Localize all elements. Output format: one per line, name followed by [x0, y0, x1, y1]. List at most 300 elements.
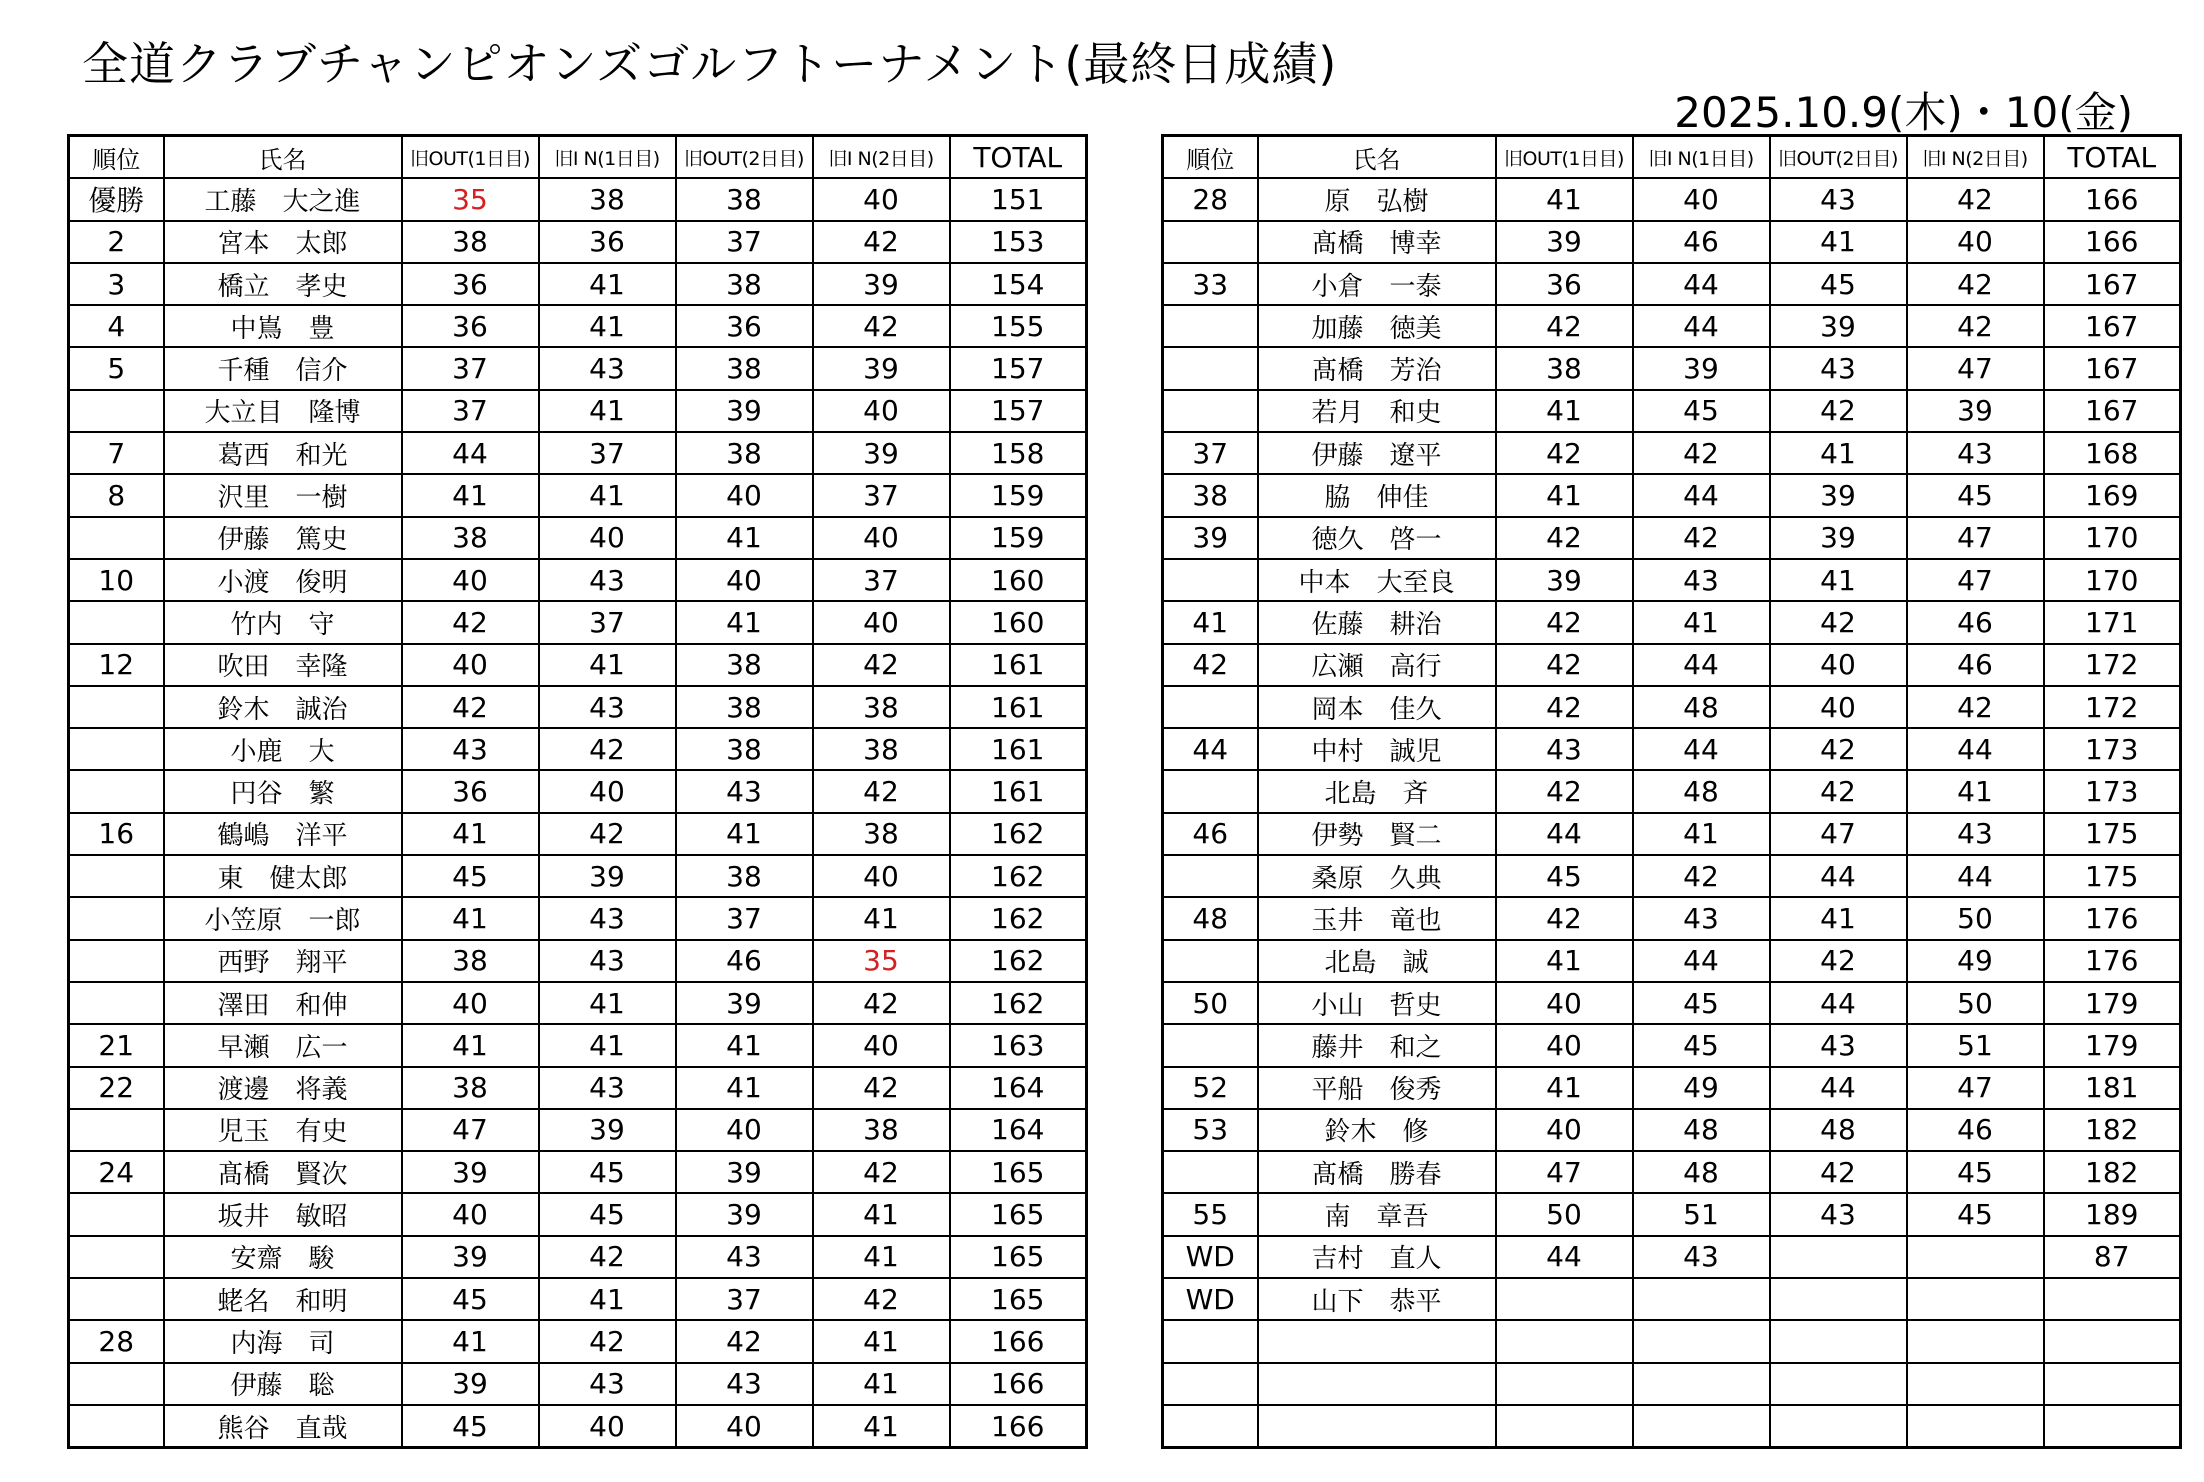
- header-rank: 順位: [69, 136, 164, 179]
- out-day1-cell: 42: [1496, 686, 1633, 728]
- out-day1-cell: 41: [402, 813, 539, 855]
- total-cell: [2044, 1363, 2181, 1405]
- out-day1-cell: 40: [1496, 1024, 1633, 1066]
- out-day1-cell: 38: [402, 940, 539, 982]
- in-day1-cell: 39: [1633, 347, 1770, 389]
- total-cell: 164: [950, 1067, 1087, 1109]
- table-row: [69, 1405, 1087, 1448]
- out-day2-cell: 39: [1770, 517, 1907, 559]
- out-day2-cell: 40: [1770, 644, 1907, 686]
- out-day2-cell: 38: [676, 855, 813, 897]
- in-day1-cell: 41: [539, 263, 676, 305]
- rank-cell: 53: [1163, 1109, 1258, 1151]
- table-row: [69, 1320, 1087, 1362]
- out-day2-cell: 39: [676, 982, 813, 1024]
- out-day1-cell: [1496, 1320, 1633, 1362]
- in-day1-cell: 43: [539, 940, 676, 982]
- total-cell: 162: [950, 813, 1087, 855]
- table-row: [1163, 1405, 2181, 1448]
- total-cell: 162: [950, 855, 1087, 897]
- out-day1-cell: 43: [1496, 728, 1633, 770]
- header-total: TOTAL: [2044, 136, 2181, 179]
- player-name-cell: [1258, 1405, 1496, 1448]
- in-day2-cell: 49: [1907, 940, 2044, 982]
- total-cell: [2044, 1405, 2181, 1448]
- out-day1-cell: 36: [402, 263, 539, 305]
- in-day1-cell: 44: [1633, 263, 1770, 305]
- in-day2-cell: 41: [813, 1363, 950, 1405]
- player-name-cell: 沢里 一樹: [164, 474, 402, 516]
- out-day1-cell: 39: [402, 1236, 539, 1278]
- player-name-cell: 葛西 和光: [164, 432, 402, 474]
- in-day2-cell: 40: [813, 517, 950, 559]
- rank-cell: [1163, 347, 1258, 389]
- table-row: [1163, 897, 2181, 939]
- in-day2-cell: 35: [813, 940, 950, 982]
- in-day2-cell: 47: [1907, 347, 2044, 389]
- in-day2-cell: 38: [813, 728, 950, 770]
- out-day2-cell: 41: [676, 1024, 813, 1066]
- table-row: [69, 559, 1087, 601]
- out-day2-cell: [1770, 1278, 1907, 1320]
- table-row: [69, 1236, 1087, 1278]
- rank-cell: [69, 982, 164, 1024]
- out-day1-cell: 43: [402, 728, 539, 770]
- header-out-day2: 旧OUT(2日目): [676, 136, 813, 179]
- player-name-cell: 鈴木 誠治: [164, 686, 402, 728]
- out-day2-cell: 41: [1770, 221, 1907, 263]
- table-row: [69, 644, 1087, 686]
- out-day2-cell: 37: [676, 897, 813, 939]
- table-row: [1163, 1363, 2181, 1405]
- rank-cell: 52: [1163, 1067, 1258, 1109]
- in-day2-cell: 40: [813, 601, 950, 643]
- total-cell: 172: [2044, 644, 2181, 686]
- table-row: [1163, 1067, 2181, 1109]
- out-day2-cell: 41: [676, 517, 813, 559]
- player-name-cell: 小倉 一泰: [1258, 263, 1496, 305]
- player-name-cell: 鶴嶋 洋平: [164, 813, 402, 855]
- out-day1-cell: 41: [1496, 474, 1633, 516]
- in-day2-cell: 38: [813, 813, 950, 855]
- in-day1-cell: 43: [539, 1363, 676, 1405]
- rank-cell: 8: [69, 474, 164, 516]
- out-day1-cell: 36: [402, 770, 539, 812]
- out-day1-cell: [1496, 1405, 1633, 1448]
- in-day2-cell: 42: [1907, 178, 2044, 220]
- rank-cell: 2: [69, 221, 164, 263]
- rank-cell: 41: [1163, 601, 1258, 643]
- table-row: [1163, 686, 2181, 728]
- table-row: [69, 686, 1087, 728]
- out-day1-cell: 40: [1496, 982, 1633, 1024]
- out-day2-cell: [1770, 1405, 1907, 1448]
- out-day1-cell: 42: [1496, 432, 1633, 474]
- out-day2-cell: 41: [676, 601, 813, 643]
- total-cell: 162: [950, 982, 1087, 1024]
- out-day1-cell: 39: [1496, 559, 1633, 601]
- in-day1-cell: 37: [539, 601, 676, 643]
- out-day1-cell: 41: [402, 1320, 539, 1362]
- out-day2-cell: 36: [676, 305, 813, 347]
- player-name-cell: 伊藤 遼平: [1258, 432, 1496, 474]
- out-day2-cell: 39: [676, 1193, 813, 1235]
- rank-cell: 21: [69, 1024, 164, 1066]
- header-in-day1: 旧I N(1日目): [1633, 136, 1770, 179]
- total-cell: 166: [950, 1320, 1087, 1362]
- in-day1-cell: 42: [539, 1236, 676, 1278]
- total-cell: 170: [2044, 559, 2181, 601]
- in-day2-cell: 40: [1907, 221, 2044, 263]
- total-cell: 172: [2044, 686, 2181, 728]
- table-row: [1163, 728, 2181, 770]
- in-day2-cell: [1907, 1278, 2044, 1320]
- in-day2-cell: 42: [1907, 686, 2044, 728]
- table-row: [69, 263, 1087, 305]
- player-name-cell: 小鹿 大: [164, 728, 402, 770]
- total-cell: 173: [2044, 728, 2181, 770]
- in-day2-cell: 39: [1907, 390, 2044, 432]
- table-row: [1163, 644, 2181, 686]
- rank-cell: 50: [1163, 982, 1258, 1024]
- rank-cell: [1163, 305, 1258, 347]
- in-day2-cell: 41: [813, 1193, 950, 1235]
- out-day2-cell: 41: [1770, 432, 1907, 474]
- out-day2-cell: 39: [1770, 305, 1907, 347]
- in-day1-cell: 41: [539, 305, 676, 347]
- in-day1-cell: [1633, 1363, 1770, 1405]
- player-name-cell: 南 章吾: [1258, 1193, 1496, 1235]
- in-day2-cell: 43: [1907, 432, 2044, 474]
- total-cell: 166: [2044, 221, 2181, 263]
- in-day1-cell: 36: [539, 221, 676, 263]
- player-name-cell: 髙橋 賢次: [164, 1151, 402, 1193]
- out-day2-cell: 40: [676, 559, 813, 601]
- header-name: 氏名: [164, 136, 402, 179]
- out-day1-cell: 37: [402, 390, 539, 432]
- table-row: [69, 813, 1087, 855]
- out-day1-cell: 45: [1496, 855, 1633, 897]
- total-cell: [2044, 1320, 2181, 1362]
- in-day2-cell: 44: [1907, 855, 2044, 897]
- total-cell: 167: [2044, 347, 2181, 389]
- out-day1-cell: 42: [1496, 770, 1633, 812]
- out-day1-cell: 42: [1496, 644, 1633, 686]
- total-cell: 153: [950, 221, 1087, 263]
- in-day2-cell: 38: [813, 686, 950, 728]
- total-cell: 87: [2044, 1236, 2181, 1278]
- player-name-cell: 大立目 隆博: [164, 390, 402, 432]
- in-day2-cell: 39: [813, 347, 950, 389]
- rank-cell: WD: [1163, 1236, 1258, 1278]
- in-day1-cell: 40: [539, 517, 676, 559]
- header-out-day1: 旧OUT(1日目): [402, 136, 539, 179]
- table-row: [69, 601, 1087, 643]
- out-day1-cell: 45: [402, 855, 539, 897]
- out-day1-cell: 44: [402, 432, 539, 474]
- rank-cell: [69, 517, 164, 559]
- rank-cell: 優勝: [69, 178, 164, 220]
- in-day1-cell: 45: [539, 1151, 676, 1193]
- total-cell: 164: [950, 1109, 1087, 1151]
- player-name-cell: [1258, 1320, 1496, 1362]
- out-day2-cell: 44: [1770, 1067, 1907, 1109]
- in-day2-cell: 42: [813, 221, 950, 263]
- out-day2-cell: 39: [676, 390, 813, 432]
- total-cell: 157: [950, 347, 1087, 389]
- page-title: 全道クラブチャンピオンズゴルフトーナメント(最終日成績): [82, 37, 1338, 91]
- out-day2-cell: [1770, 1236, 1907, 1278]
- in-day1-cell: 42: [539, 728, 676, 770]
- out-day1-cell: 36: [1496, 263, 1633, 305]
- in-day1-cell: 38: [539, 178, 676, 220]
- out-day1-cell: 42: [1496, 517, 1633, 559]
- in-day2-cell: 42: [813, 1067, 950, 1109]
- player-name-cell: 平船 俊秀: [1258, 1067, 1496, 1109]
- table-row: [1163, 1236, 2181, 1278]
- out-day2-cell: 43: [1770, 178, 1907, 220]
- player-name-cell: 安齋 駿: [164, 1236, 402, 1278]
- total-cell: 165: [950, 1193, 1087, 1235]
- in-day2-cell: 40: [813, 1024, 950, 1066]
- out-day1-cell: 35: [402, 178, 539, 220]
- in-day2-cell: [1907, 1363, 2044, 1405]
- total-cell: 154: [950, 263, 1087, 305]
- table-row: [1163, 855, 2181, 897]
- total-cell: 162: [950, 940, 1087, 982]
- table-row: [69, 432, 1087, 474]
- rank-cell: 46: [1163, 813, 1258, 855]
- table-row: [1163, 770, 2181, 812]
- in-day1-cell: 39: [539, 1109, 676, 1151]
- out-day1-cell: 41: [1496, 390, 1633, 432]
- player-name-cell: 千種 信介: [164, 347, 402, 389]
- in-day1-cell: 51: [1633, 1193, 1770, 1235]
- out-day1-cell: 38: [1496, 347, 1633, 389]
- table-row: [69, 1109, 1087, 1151]
- out-day2-cell: 41: [676, 813, 813, 855]
- total-cell: 179: [2044, 982, 2181, 1024]
- in-day2-cell: 45: [1907, 1193, 2044, 1235]
- out-day2-cell: 38: [676, 347, 813, 389]
- rank-cell: [1163, 686, 1258, 728]
- in-day2-cell: 46: [1907, 1109, 2044, 1151]
- rank-cell: 37: [1163, 432, 1258, 474]
- player-name-cell: 原 弘樹: [1258, 178, 1496, 220]
- out-day2-cell: 37: [676, 221, 813, 263]
- table-row: [1163, 1151, 2181, 1193]
- in-day1-cell: 41: [539, 390, 676, 432]
- in-day2-cell: 46: [1907, 644, 2044, 686]
- out-day1-cell: 44: [1496, 813, 1633, 855]
- in-day1-cell: 41: [1633, 601, 1770, 643]
- in-day1-cell: 37: [539, 432, 676, 474]
- rank-cell: 24: [69, 1151, 164, 1193]
- in-day1-cell: 41: [539, 474, 676, 516]
- in-day2-cell: 41: [813, 897, 950, 939]
- in-day1-cell: 49: [1633, 1067, 1770, 1109]
- total-cell: 166: [950, 1405, 1087, 1448]
- in-day1-cell: [1633, 1405, 1770, 1448]
- in-day1-cell: 41: [539, 644, 676, 686]
- table-row: [1163, 1320, 2181, 1362]
- rank-cell: [69, 770, 164, 812]
- rank-cell: [69, 1193, 164, 1235]
- in-day1-cell: 48: [1633, 1109, 1770, 1151]
- rank-cell: 3: [69, 263, 164, 305]
- out-day1-cell: 41: [1496, 940, 1633, 982]
- table-row: [69, 897, 1087, 939]
- in-day2-cell: 40: [813, 390, 950, 432]
- table-row: [69, 517, 1087, 559]
- table-row: [1163, 474, 2181, 516]
- header-row: [69, 136, 1087, 179]
- in-day1-cell: 43: [539, 347, 676, 389]
- in-day2-cell: 45: [1907, 474, 2044, 516]
- player-name-cell: 工藤 大之進: [164, 178, 402, 220]
- rank-cell: WD: [1163, 1278, 1258, 1320]
- out-day2-cell: 42: [1770, 1151, 1907, 1193]
- table-row: [69, 1278, 1087, 1320]
- total-cell: 161: [950, 644, 1087, 686]
- out-day2-cell: 40: [676, 474, 813, 516]
- out-day2-cell: 38: [676, 644, 813, 686]
- header-out-day1: 旧OUT(1日目): [1496, 136, 1633, 179]
- player-name-cell: 伊勢 賢二: [1258, 813, 1496, 855]
- rank-cell: 10: [69, 559, 164, 601]
- in-day1-cell: 43: [1633, 897, 1770, 939]
- table-row: [1163, 432, 2181, 474]
- out-day1-cell: 39: [402, 1151, 539, 1193]
- player-name-cell: 脇 伸佳: [1258, 474, 1496, 516]
- rank-cell: 48: [1163, 897, 1258, 939]
- rank-cell: 22: [69, 1067, 164, 1109]
- total-cell: 163: [950, 1024, 1087, 1066]
- player-name-cell: 佐藤 耕治: [1258, 601, 1496, 643]
- total-cell: 173: [2044, 770, 2181, 812]
- table-row: [69, 347, 1087, 389]
- rank-cell: [1163, 390, 1258, 432]
- out-day2-cell: 43: [676, 770, 813, 812]
- rank-cell: 5: [69, 347, 164, 389]
- out-day2-cell: 38: [676, 178, 813, 220]
- out-day2-cell: 40: [676, 1405, 813, 1448]
- in-day2-cell: 47: [1907, 559, 2044, 601]
- in-day1-cell: 41: [1633, 813, 1770, 855]
- out-day1-cell: 42: [1496, 897, 1633, 939]
- out-day1-cell: 38: [402, 1067, 539, 1109]
- total-cell: 167: [2044, 390, 2181, 432]
- player-name-cell: 蛯名 和明: [164, 1278, 402, 1320]
- in-day2-cell: 42: [813, 770, 950, 812]
- total-cell: 161: [950, 728, 1087, 770]
- table-row: [69, 390, 1087, 432]
- rank-cell: [69, 1109, 164, 1151]
- table-row: [1163, 1278, 2181, 1320]
- out-day2-cell: 44: [1770, 982, 1907, 1024]
- results-body-right: [1163, 178, 2181, 1447]
- out-day2-cell: 38: [676, 728, 813, 770]
- out-day2-cell: 46: [676, 940, 813, 982]
- out-day1-cell: 40: [1496, 1109, 1633, 1151]
- header-total: TOTAL: [950, 136, 1087, 179]
- results-table-left: [67, 134, 1088, 1449]
- event-date: 2025.10.9(木)・10(金): [1674, 88, 2133, 137]
- results-body-left: [69, 178, 1087, 1447]
- out-day1-cell: 45: [402, 1278, 539, 1320]
- out-day2-cell: 41: [1770, 897, 1907, 939]
- out-day1-cell: 39: [402, 1363, 539, 1405]
- total-cell: 167: [2044, 305, 2181, 347]
- in-day1-cell: [1633, 1278, 1770, 1320]
- total-cell: 160: [950, 559, 1087, 601]
- total-cell: 165: [950, 1236, 1087, 1278]
- table-row: [1163, 940, 2181, 982]
- rank-cell: [69, 601, 164, 643]
- in-day2-cell: 42: [813, 644, 950, 686]
- player-name-cell: 桑原 久典: [1258, 855, 1496, 897]
- total-cell: 162: [950, 897, 1087, 939]
- out-day1-cell: 41: [1496, 1067, 1633, 1109]
- rank-cell: 12: [69, 644, 164, 686]
- table-row: [1163, 347, 2181, 389]
- out-day1-cell: 41: [402, 1024, 539, 1066]
- in-day2-cell: 44: [1907, 728, 2044, 770]
- in-day2-cell: 47: [1907, 1067, 2044, 1109]
- table-row: [69, 1193, 1087, 1235]
- total-cell: 189: [2044, 1193, 2181, 1235]
- header-rank: 順位: [1163, 136, 1258, 179]
- in-day1-cell: 42: [1633, 855, 1770, 897]
- table-row: [69, 474, 1087, 516]
- out-day2-cell: 42: [1770, 390, 1907, 432]
- total-cell: 169: [2044, 474, 2181, 516]
- player-name-cell: 北島 誠: [1258, 940, 1496, 982]
- in-day2-cell: 45: [1907, 1151, 2044, 1193]
- rank-cell: [1163, 1024, 1258, 1066]
- player-name-cell: 熊谷 直哉: [164, 1405, 402, 1448]
- in-day2-cell: 46: [1907, 601, 2044, 643]
- total-cell: 158: [950, 432, 1087, 474]
- header-in-day2: 旧I N(2日目): [813, 136, 950, 179]
- out-day1-cell: 45: [402, 1405, 539, 1448]
- rank-cell: [69, 940, 164, 982]
- out-day2-cell: 38: [676, 686, 813, 728]
- rank-cell: [1163, 1363, 1258, 1405]
- player-name-cell: 中村 誠児: [1258, 728, 1496, 770]
- total-cell: 175: [2044, 855, 2181, 897]
- out-day2-cell: 42: [676, 1320, 813, 1362]
- out-day2-cell: [1770, 1320, 1907, 1362]
- in-day2-cell: 39: [813, 432, 950, 474]
- in-day2-cell: [1907, 1236, 2044, 1278]
- player-name-cell: 宮本 太郎: [164, 221, 402, 263]
- out-day1-cell: 39: [1496, 221, 1633, 263]
- player-name-cell: 吉村 直人: [1258, 1236, 1496, 1278]
- total-cell: 171: [2044, 601, 2181, 643]
- out-day2-cell: 43: [1770, 347, 1907, 389]
- out-day2-cell: 41: [676, 1067, 813, 1109]
- player-name-cell: [1258, 1363, 1496, 1405]
- rank-cell: [1163, 221, 1258, 263]
- rank-cell: [1163, 770, 1258, 812]
- total-cell: 181: [2044, 1067, 2181, 1109]
- rank-cell: [69, 1363, 164, 1405]
- in-day1-cell: 39: [539, 855, 676, 897]
- table-row: [69, 221, 1087, 263]
- player-name-cell: 中嶌 豊: [164, 305, 402, 347]
- table-row: [69, 982, 1087, 1024]
